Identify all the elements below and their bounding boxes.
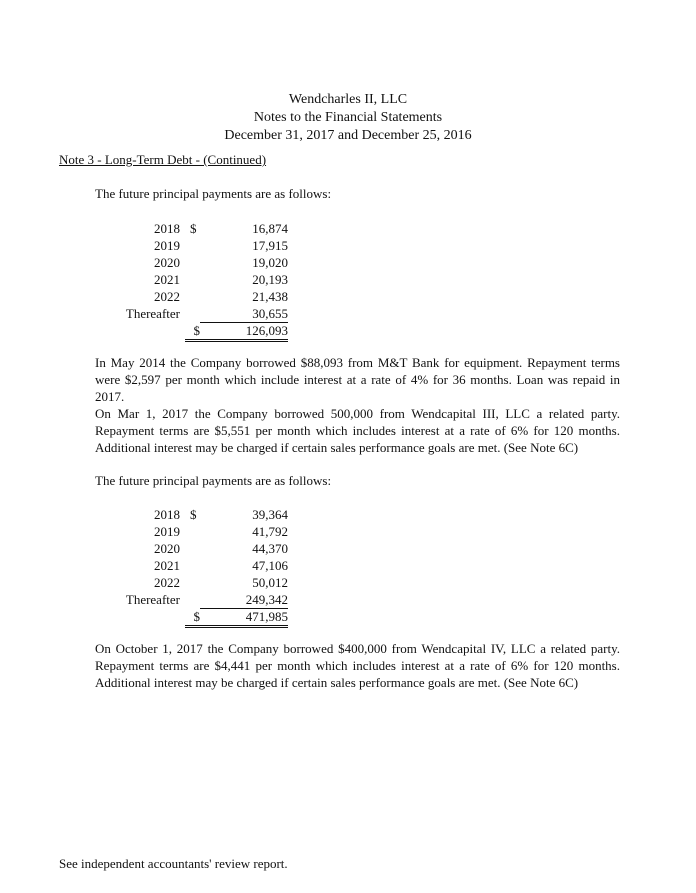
table-row — [120, 254, 300, 271]
table-row — [120, 305, 300, 322]
amount: 39,364 — [252, 507, 288, 522]
paragraph-wendcapital-iii-loan: On Mar 1, 2017 the Company borrowed 500,000 from Wendcapital III, LLC a related party. Repayment terms are $5,551 per month which includes interest at a rate of 6% for 120 months. Additional interest may be charged if certain sales performance goals are met. (See Note 6C) — [95, 406, 620, 455]
amount: 41,792 — [252, 524, 288, 539]
year-label: 2021 — [154, 272, 180, 287]
year-label: 2022 — [154, 289, 180, 304]
total-dollar-sign: $ — [185, 322, 200, 342]
total-amount: 471,985 — [200, 608, 288, 628]
statement-period: December 31, 2017 and December 25, 2016 — [224, 128, 472, 143]
table-row — [120, 591, 300, 608]
table-row — [120, 237, 300, 254]
dollar-sign: $ — [190, 221, 197, 236]
schedule1-table — [120, 220, 300, 339]
note-title: Note 3 - Long-Term Debt - (Continued) — [59, 152, 267, 167]
statement-subtitle: Notes to the Financial Statements — [253, 110, 443, 125]
amount: 19,020 — [252, 255, 288, 270]
schedule2-table — [120, 506, 300, 625]
year-label: 2021 — [154, 558, 180, 573]
amount: 44,370 — [252, 541, 288, 556]
total-row — [120, 322, 300, 339]
amount: 17,915 — [252, 238, 288, 253]
amount: 47,106 — [252, 558, 288, 573]
total-row — [120, 608, 300, 625]
year-label: 2018 — [154, 507, 180, 522]
company-name: Wendcharles II, LLC — [288, 92, 408, 107]
schedule1-intro: The future principal payments are as follows: — [95, 186, 332, 201]
year-label: 2020 — [154, 541, 180, 556]
amount: 20,193 — [252, 272, 288, 287]
table-row — [120, 574, 300, 591]
schedule2-intro: The future principal payments are as follows: — [95, 473, 332, 488]
table-row — [120, 557, 300, 574]
year-label: Thereafter — [125, 306, 180, 321]
year-label: 2019 — [154, 238, 180, 253]
table-row — [120, 220, 300, 237]
year-label: Thereafter — [125, 592, 180, 607]
amount: 30,655 — [200, 305, 288, 323]
table-row — [120, 288, 300, 305]
amount: 249,342 — [200, 591, 288, 609]
total-amount: 126,093 — [200, 322, 288, 342]
table-row — [120, 540, 300, 557]
year-label: 2020 — [154, 255, 180, 270]
table-row — [120, 506, 300, 523]
review-report-footer: See independent accountants' review report. — [59, 856, 288, 871]
paragraph-wendcapital-iv-loan: On October 1, 2017 the Company borrowed $400,000 from Wendcapital IV, LLC a related party. Repayment terms are $4,441 per month which includes interest at a rate of 6% for 120 months. Additional interest may be charged if certain sales performance goals are met. (See Note 6C) — [95, 641, 620, 690]
year-label: 2019 — [154, 524, 180, 539]
amount: 16,874 — [252, 221, 288, 236]
table-row — [120, 271, 300, 288]
year-label: 2018 — [154, 221, 180, 236]
table-row — [120, 523, 300, 540]
paragraph-mt-bank-loan: In May 2014 the Company borrowed $88,093 from M&T Bank for equipment. Repayment terms were $2,597 per month which include interest at a rate of 4% for 36 months. Loan was repaid in 2017. — [95, 355, 620, 404]
amount: 50,012 — [252, 575, 288, 590]
total-dollar-sign: $ — [185, 608, 200, 628]
dollar-sign: $ — [190, 507, 197, 522]
year-label: 2022 — [154, 575, 180, 590]
amount: 21,438 — [252, 289, 288, 304]
